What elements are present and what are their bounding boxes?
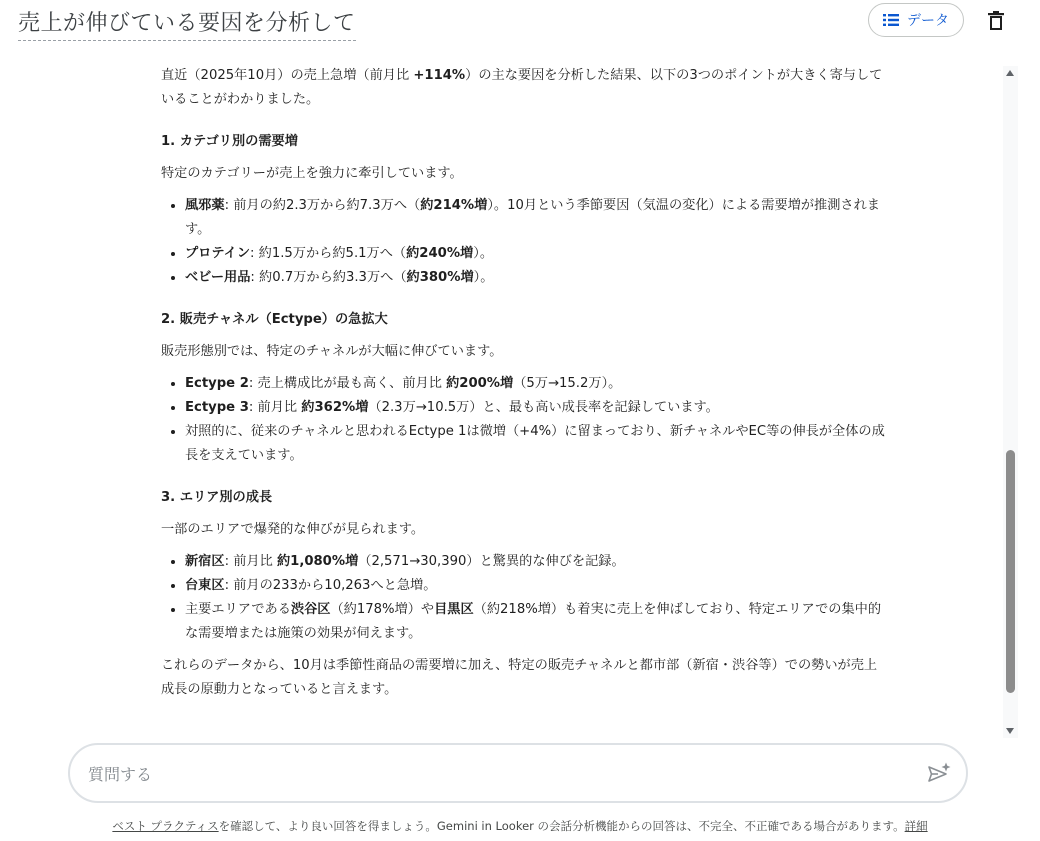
list-item: • Ectype 3: 前月比 約362%増（2.3万→10.5万）と、最も高い成長率を記録しています。 [185,396,885,420]
intro-text: ）の主な要因を分析した結果、以下の3つのポイントが大きく寄与していることがわかりました。 [161,68,883,107]
conclusion-paragraph: これらのデータから、10月は季節性商品の需要増に加え、特定の販売チャネルと都市部（新宿・渋谷等）での勢いが売上成長の原動力となっていると言えます。 [161,658,878,697]
list-item: • Ectype 2: 売上構成比が最も高く、前月比 約200%増（5万→15.2万）。 [185,372,885,396]
disclaimer-text: を確認して、より良い回答を得ましょう。Gemini in Looker の会話分析機能からの回答は、不完全、不正確である場合があります。 [218,819,905,833]
intro-paragraph [161,64,885,112]
section-lead: 販売形態別では、特定のチャネルが大幅に伸びています。 [161,344,503,359]
section-heading: 2. 販売チャネル（Ectype）の急拡大 [161,312,388,327]
intro-highlight: +114% [413,68,466,83]
section-lead: 特定のカテゴリーが売上を強力に牽引しています。 [161,166,463,181]
section-heading: 3. エリア別の成長 [161,490,273,505]
list-item: • 新宿区: 前月比 約1,080%増（2,571→30,390）と驚異的な伸びを記録。 [185,550,885,574]
send-sparkle-icon[interactable] [926,761,952,787]
list-item: • ベビー用品: 約0.7万から約3.3万へ（約380%増）。 [185,266,885,290]
list-item: • 台東区: 前月の233から10,263へと急増。 [185,574,885,598]
triangle-down-icon[interactable] [1005,726,1015,736]
list-icon [883,13,899,27]
trash-icon [988,11,1004,31]
list-item: • 対照的に、従来のチャネルと思われるEctype 1は微増（+4%）に留まっており、新チャネルやEC等の伸長が全体の成長を支えています。 [185,420,885,468]
header [0,0,1040,48]
section-heading: 1. カテゴリ別の需要増 [161,134,298,149]
channel-list [161,372,885,468]
delete-button[interactable] [984,8,1008,34]
footer-disclaimer [0,818,1040,834]
list-item: • 風邪薬: 前月の約2.3万から約7.3万へ（約214%増）。10月という季節要因（気温の変化）による需要増が推測されます。 [185,194,885,242]
area-list [161,550,885,646]
category-list [161,194,885,290]
intro-text: 直近（2025年10月）の売上急増（前月比 [161,68,414,83]
question-input[interactable] [86,759,910,789]
data-button[interactable] [868,3,964,37]
question-box [68,743,968,803]
response-content [161,64,885,702]
list-item: • プロテイン: 約1.5万から約5.1万へ（約240%増）。 [185,242,885,266]
scrollbar-thumb[interactable] [1006,450,1015,693]
conversation-title[interactable]: 売上が伸びている要因を分析して [18,6,356,41]
list-item: • 主要エリアである渋谷区（約178%増）や目黒区（約218%増）も着実に売上を伸ばしており、特定エリアでの集中的な需要増または施策の効果が伺えます。 [185,598,885,646]
data-button-label: データ [907,13,949,29]
section-lead: 一部のエリアで爆発的な伸びが見られます。 [161,522,425,537]
triangle-up-icon[interactable] [1005,68,1015,78]
best-practices-link[interactable]: ベスト プラクティス [112,819,219,833]
details-link[interactable]: 詳細 [904,819,928,833]
